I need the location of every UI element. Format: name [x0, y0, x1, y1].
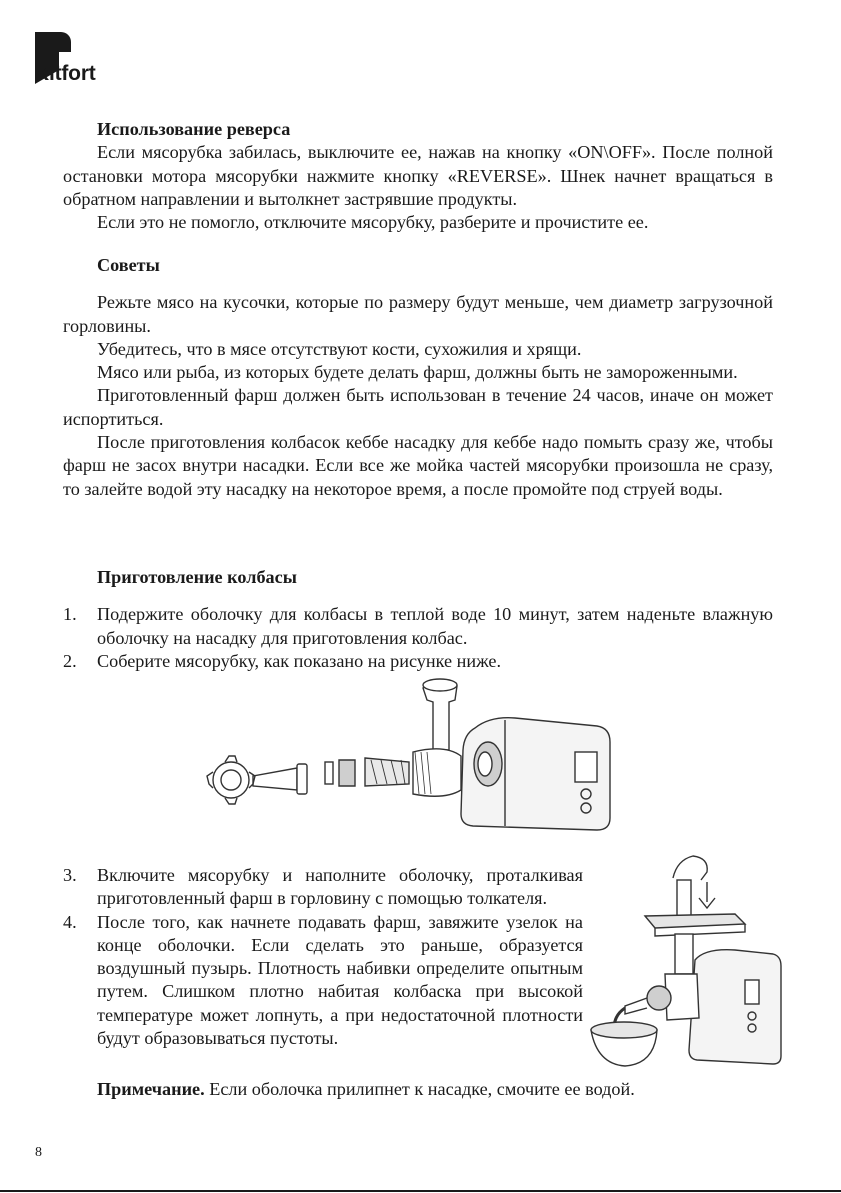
sausage-steps-list-b: [63, 864, 583, 1050]
section-title-tips: Советы: [97, 255, 160, 275]
sausage-filling-illustration: [585, 850, 790, 1075]
section-sausage-continued: [63, 864, 583, 1050]
step-number: 2.: [63, 650, 77, 671]
tips-paragraph-4: Приготовленный фарш должен быть использован в течение 24 часов, иначе он может испортиться.: [63, 385, 773, 429]
step-item: [63, 603, 773, 650]
tips-paragraph-1: Режьте мясо на кусочки, которые по размеру будут меньше, чем диаметр загрузочной горловины.: [63, 292, 773, 336]
step-number: 4.: [63, 911, 77, 932]
section-tips: [63, 254, 773, 501]
section-reverse: [63, 118, 773, 234]
note-block: [63, 1078, 773, 1101]
step-text: Подержите оболочку для колбасы в теплой воде 10 минут, затем наденьте влажную оболочку на насадку для приготовления колбас.: [97, 604, 773, 648]
step-text: После того, как начнете подавать фарш, завяжите узелок на конце оболочки. Если сделать это раньше, образуется воздушный пузырь. Плотность набивки определите опытным путем. Слишком плотно набитая колбаска при высокой температуре может лопнуть, а при недостаточной плотности будут образовываться пустоты.: [97, 911, 583, 1049]
step-item: [63, 864, 583, 911]
brand-name: Kitfort: [34, 62, 96, 85]
tips-paragraph-3: Мясо или рыба, из которых будете делать фарш, должны быть не замороженными.: [97, 362, 738, 383]
tips-paragraph-5: После приготовления колбасок кеббе насадку для кеббе надо помыть сразу же, чтобы фарш не засох внутри насадки. Если все же мойка частей мясорубки произошла не сразу, то залейте водой эту насадку на некоторое время, а после промойте под струей воды.: [63, 432, 773, 499]
reverse-paragraph-1: Если мясорубка забилась, выключите ее, нажав на кнопку «ON\OFF». После полной остановки мотора мясорубки нажмите кнопку «REVERSE». Шнек начнет вращаться в обратном направлении и вытолкнет застрявшие продукты.: [63, 142, 773, 209]
grinder-assembly-illustration: [205, 668, 625, 838]
bottom-rule: [0, 1190, 841, 1192]
section-title-sausage: Приготовление колбасы: [97, 567, 297, 587]
tips-paragraph-2: Убедитесь, что в мясе отсутствуют кости, сухожилия и хрящи.: [97, 338, 582, 359]
step-text: Включите мясорубку и наполните оболочку, проталкивая приготовленный фарш в горловину с помощью толкателя.: [97, 865, 583, 909]
step-text: Соберите мясорубку, как показано на рисунке ниже.: [97, 650, 502, 671]
reverse-paragraph-2: Если это не помогло, отключите мясорубку, разберите и прочистите ее.: [97, 212, 649, 233]
note-label: Примечание.: [97, 1079, 205, 1099]
section-sausage: [63, 566, 773, 673]
page-number: 8: [35, 1145, 42, 1160]
note-text: Если оболочка прилипнет к насадке, смочите ее водой.: [204, 1079, 635, 1099]
note: [63, 1078, 773, 1101]
section-title-reverse: Использование реверса: [97, 119, 291, 139]
step-number: 3.: [63, 865, 77, 885]
sausage-steps-list-a: [63, 603, 773, 673]
step-number: 1.: [63, 604, 77, 625]
step-item: [63, 911, 583, 1051]
